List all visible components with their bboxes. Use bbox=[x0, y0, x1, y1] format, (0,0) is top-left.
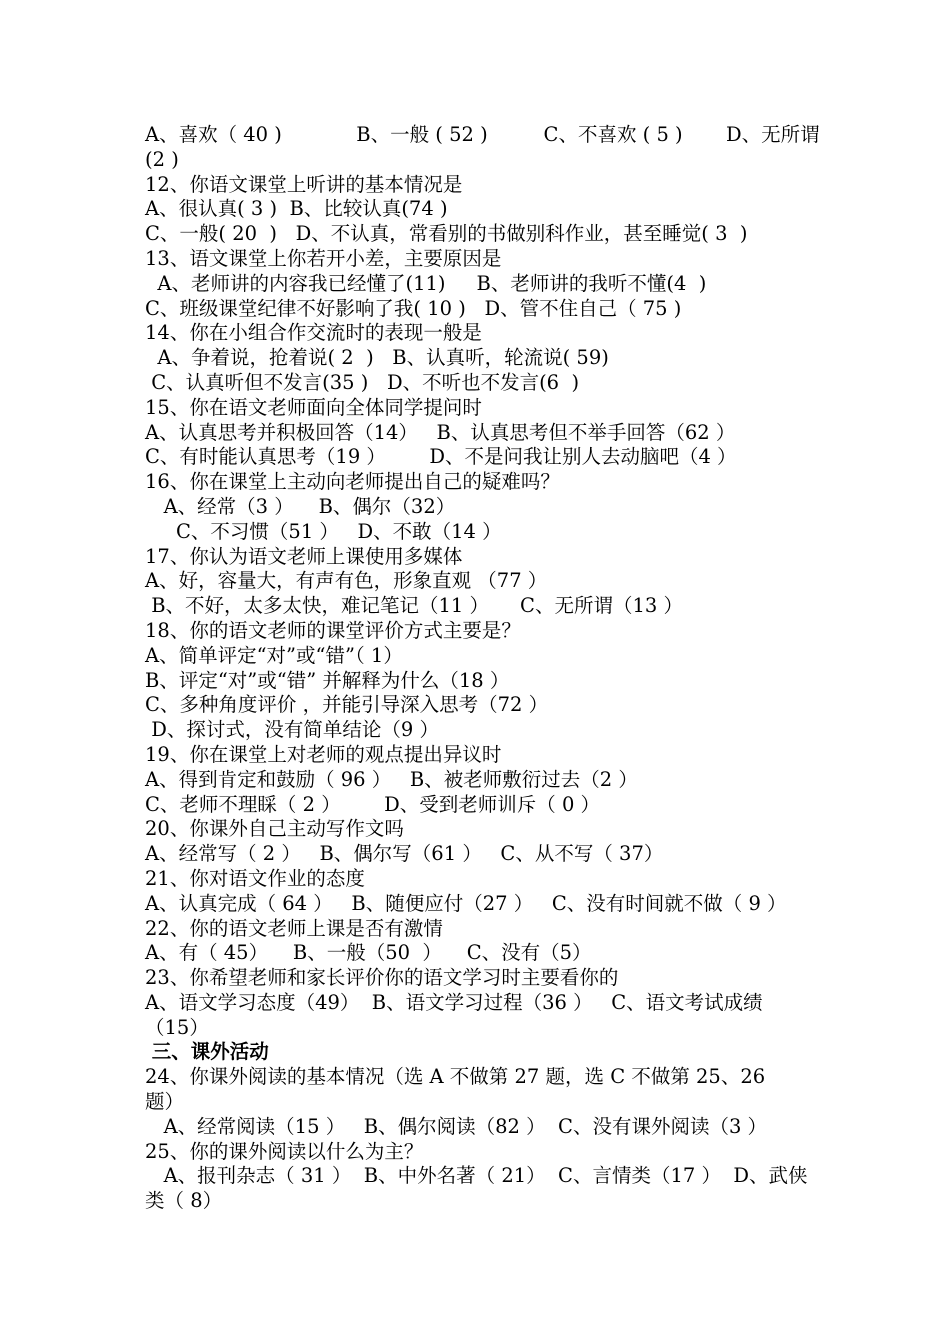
question-18: 18、你的语文老师的课堂评价方式主要是？ bbox=[145, 618, 521, 642]
answer-line-q18-d: D、探讨式，没有简单结论（9 ） bbox=[145, 718, 439, 742]
question-15: 15、你在语文老师面向全体同学提问时 bbox=[145, 395, 482, 419]
question-17: 17、你认为语文老师上课使用多媒体 bbox=[145, 544, 463, 568]
answer-line-q25-cont: 类（ 8） bbox=[145, 1189, 223, 1213]
question-12: 12、你语文课堂上听讲的基本情况是 bbox=[145, 172, 463, 196]
answer-line-q15-cd: C、有时能认真思考（19 ） D、不是问我让别人去动脑吧（4 ） bbox=[145, 445, 737, 469]
answer-line-q20: A、经常写（ 2 ） B、偶尔写（61 ） C、从不写（ 37） bbox=[145, 842, 664, 866]
answer-line-q24: A、经常阅读（15 ） B、偶尔阅读（82 ） C、没有课外阅读（3 ） bbox=[145, 1114, 768, 1138]
answer-line-q18-a: A、简单评定“对”或“错”（ 1） bbox=[145, 643, 403, 667]
question-24-cont: 题） bbox=[145, 1090, 185, 1114]
answer-line-q11-options: A、喜欢（ 40 ) B、一般 ( 52 ) C、不喜欢 ( 5 ) D、无所谓 bbox=[145, 123, 820, 146]
answer-line-q19-ab: A、得到肯定和鼓励（ 96 ） B、被老师敷衍过去（2 ） bbox=[145, 767, 638, 791]
answer-line-q13-ab: A、老师讲的内容我已经懂了(11) B、老师讲的我听不懂(4 ) bbox=[145, 271, 707, 295]
answer-line-q15-ab: A、认真思考并积极回答（14） B、认真思考但不举手回答（62 ） bbox=[145, 420, 736, 444]
answer-line-q13-cd: C、班级课堂纪律不好影响了我( 10 ) D、管不住自己（ 75 ) bbox=[145, 296, 682, 320]
answer-line-q16-cd: C、不习惯（51 ） D、不敢（14 ） bbox=[145, 519, 502, 543]
answer-line-q12-ab: A、很认真( 3 ) B、比较认真(74 ) bbox=[145, 197, 448, 221]
answer-line-q14-ab: A、争着说，抢着说( 2 ) B、认真听，轮流说( 59) bbox=[145, 346, 609, 370]
answer-line-q22: A、有（ 45） B、一般（50 ） C、没有（5） bbox=[145, 941, 592, 965]
answer-line-q16-ab: A、经常（3 ） B、偶尔（32） bbox=[145, 494, 456, 518]
answer-line-q19-cd: C、老师不理睬（ 2 ） D、受到老师训斥（ 0 ） bbox=[145, 792, 601, 816]
answer-line-q23-cont: （15） bbox=[145, 1015, 209, 1039]
answer-line-q11-cont: (2 ) bbox=[145, 147, 179, 171]
answer-line-q18-c: C、多种角度评价 ，并能引导深入思考（72 ） bbox=[145, 693, 549, 717]
question-13: 13、语文课堂上你若开小差，主要原因是 bbox=[145, 246, 502, 270]
answer-line-q17-a: A、好，容量大，有声有色，形象直观 （77 ） bbox=[145, 569, 548, 593]
answer-line-q14-cd: C、认真听但不发言(35 ) D、不听也不发言(6 ) bbox=[145, 370, 580, 394]
answer-line-q12-cd: C、一般( 20 ) D、不认真，常看别的书做别科作业，甚至睡觉( 3 ) bbox=[145, 222, 748, 246]
answer-line-q21: A、认真完成（ 64 ） B、随便应付（27 ） C、没有时间就不做（ 9 ） bbox=[145, 891, 787, 915]
answer-line-q18-b: B、评定“对”或“错” 并解释为什么（18 ） bbox=[145, 668, 510, 692]
question-22: 22、你的语文老师上课是否有激情 bbox=[145, 916, 443, 940]
answer-line-q23: A、语文学习态度（49） B、语文学习过程（36 ） C、语文考试成绩 bbox=[145, 990, 763, 1014]
question-23: 23、你希望老师和家长评价你的语文学习时主要看你的 bbox=[145, 966, 619, 990]
question-20: 20、你课外自己主动写作文吗 bbox=[145, 817, 404, 841]
answer-line-q17-bc: B、不好，太多太快，难记笔记（11 ） C、无所谓（13 ） bbox=[145, 594, 683, 618]
question-14: 14、你在小组合作交流时的表现一般是 bbox=[145, 321, 482, 345]
question-19: 19、你在课堂上对老师的观点提出异议时 bbox=[145, 742, 502, 766]
question-16: 16、你在课堂上主动向老师提出自己的疑难吗？ bbox=[145, 470, 560, 494]
answer-line-q25: A、报刊杂志（ 31 ） B、中外名著（ 21） C、言情类（17 ） D、武侠 bbox=[145, 1164, 808, 1188]
document-page bbox=[145, 123, 820, 1214]
question-25: 25、你的课外阅读以什么为主？ bbox=[145, 1139, 424, 1163]
question-24: 24、你课外阅读的基本情况（选 A 不做第 27 题，选 C 不做第 25、26 bbox=[145, 1065, 766, 1089]
section-heading-extracurricular: 三、课外活动 bbox=[145, 1040, 269, 1064]
question-21: 21、你对语文作业的态度 bbox=[145, 866, 365, 890]
